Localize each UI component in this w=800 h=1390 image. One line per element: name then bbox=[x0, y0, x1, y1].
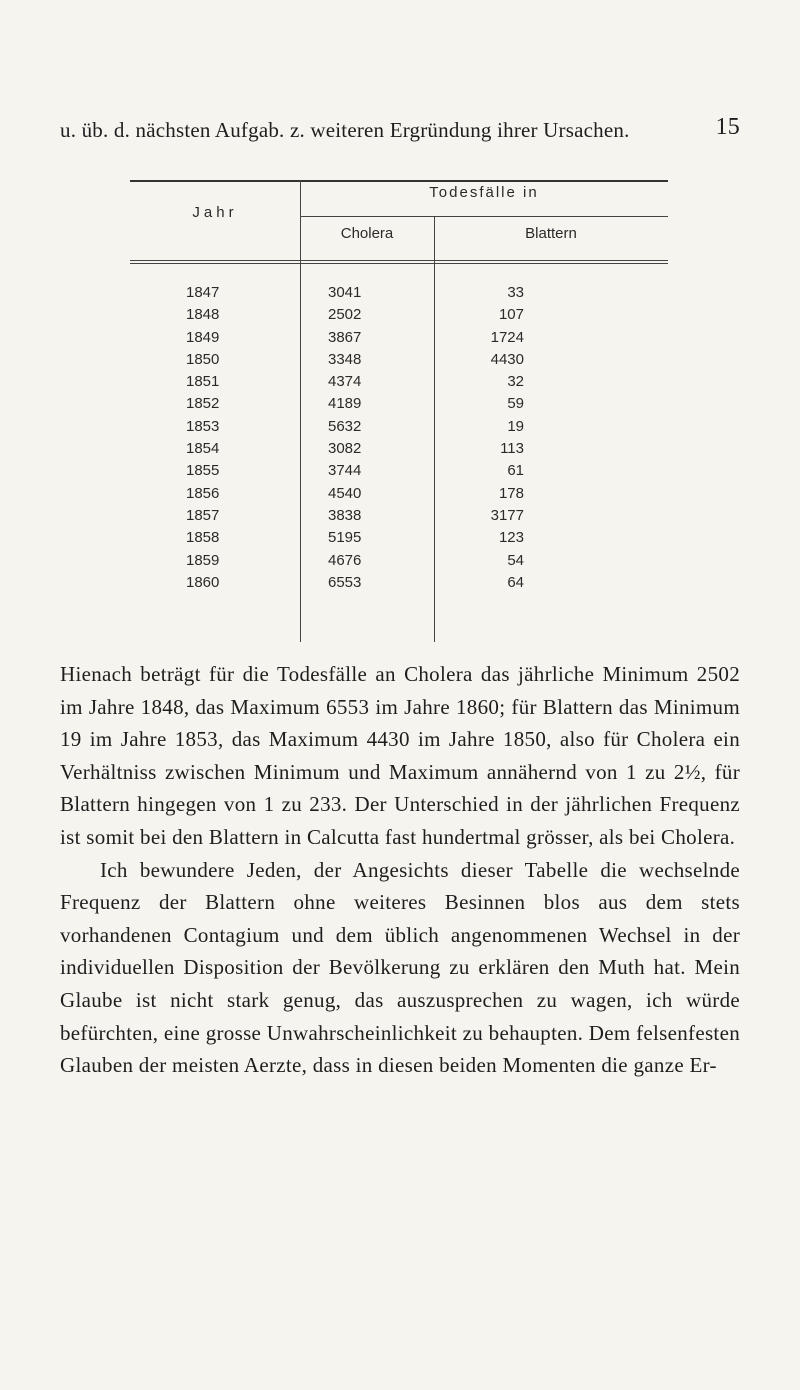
table-row bbox=[130, 284, 668, 306]
table-row bbox=[130, 373, 668, 395]
cell-cholera: 4676 bbox=[328, 551, 362, 569]
cell-year: 1852 bbox=[186, 395, 220, 413]
page-number: 15 bbox=[715, 114, 740, 140]
cell-blattern: 59 bbox=[507, 395, 524, 413]
cell-cholera: 4189 bbox=[328, 395, 362, 413]
cell-year: 1857 bbox=[186, 506, 220, 524]
cell-year: 1850 bbox=[186, 350, 220, 368]
cell-year: 1856 bbox=[186, 484, 220, 502]
paragraph-1: Hienach beträgt für die Todesfälle an Cholera das jährliche Minimum 2502 im Jahre 1848, das Maximum 6553 im Jahre 1860; für Blattern das Minimum 19 im Jahre 1853, das Maximum 4430 im Jahre 1850, also für Cholera ein Verhältniss zwischen Minimum und Maximum annähernd von 1 zu 2½, für Blattern hingegen von 1 zu 233. Der Unterschied in der jährlichen Frequenz ist somit bei den Blattern in Calcutta fast hundertmal grösser, als bei Cholera. bbox=[60, 662, 740, 849]
group-header-rule bbox=[300, 216, 668, 217]
table-row bbox=[130, 485, 668, 507]
cell-cholera: 3838 bbox=[328, 506, 362, 524]
cell-blattern: 3177 bbox=[490, 506, 524, 524]
cell-cholera: 3348 bbox=[328, 350, 362, 368]
cell-year: 1853 bbox=[186, 417, 220, 435]
cell-cholera: 2502 bbox=[328, 306, 362, 324]
header-bottom-rule-2 bbox=[130, 263, 668, 264]
cell-year: 1858 bbox=[186, 529, 220, 547]
cell-cholera: 3041 bbox=[328, 284, 362, 301]
paragraph-2: Ich bewundere Jeden, der Angesichts dieser Tabelle die wechselnde Frequenz der Blattern ohne weiteres Besinnen blos aus dem stets vorhandenen Contagium und dem üblich angenommenen Wechsel in der individuellen Disposition der Bevölkerung zu erklären den Muth hat. Mein Glaube ist nicht stark genug, das auszusprechen zu wagen, ich würde befürchten, eine grosse Unwahrscheinlichkeit zu behaupten. Dem felsenfesten Glauben der meisten Aerzte, dass in diesen beiden Momenten die ganze Er- bbox=[60, 857, 740, 1078]
cell-cholera: 5195 bbox=[328, 529, 362, 547]
header-jahr: Jahr bbox=[192, 204, 238, 221]
table-row bbox=[130, 574, 668, 596]
cell-blattern: 19 bbox=[507, 417, 524, 435]
cell-blattern: 32 bbox=[507, 373, 524, 391]
cell-year: 1847 bbox=[186, 284, 220, 301]
table-row bbox=[130, 529, 668, 551]
table-row bbox=[130, 440, 668, 462]
running-title: u. üb. d. nächsten Aufgab. z. weiteren Ergründung ihrer Ursachen. bbox=[60, 118, 630, 142]
cell-year: 1849 bbox=[186, 328, 220, 346]
cell-cholera: 4540 bbox=[328, 484, 362, 502]
cell-blattern: 61 bbox=[507, 462, 524, 480]
table-body bbox=[130, 284, 668, 596]
cell-blattern: 64 bbox=[507, 573, 524, 591]
table-row bbox=[130, 462, 668, 484]
cell-blattern: 178 bbox=[498, 484, 524, 502]
cell-year: 1855 bbox=[186, 462, 220, 480]
table-top-rule bbox=[130, 180, 668, 182]
cell-blattern: 4430 bbox=[490, 350, 524, 368]
cell-blattern: 123 bbox=[498, 529, 524, 547]
body-text bbox=[60, 658, 740, 1082]
cell-cholera: 3082 bbox=[328, 440, 362, 458]
table-row bbox=[130, 507, 668, 529]
page-header bbox=[60, 114, 740, 143]
table-row bbox=[130, 306, 668, 328]
cell-year: 1851 bbox=[186, 373, 220, 391]
cell-cholera: 3744 bbox=[328, 462, 362, 480]
cell-cholera: 6553 bbox=[328, 573, 362, 591]
header-cholera: Cholera bbox=[340, 225, 394, 242]
header-blattern: Blattern bbox=[525, 225, 577, 242]
header-todesfaelle: Todesfälle in bbox=[429, 184, 539, 201]
cell-year: 1860 bbox=[186, 573, 220, 591]
table-row bbox=[130, 351, 668, 373]
cell-cholera: 5632 bbox=[328, 417, 362, 435]
cell-year: 1854 bbox=[186, 440, 220, 458]
cell-blattern: 107 bbox=[498, 306, 524, 324]
header-bottom-rule bbox=[130, 260, 668, 261]
cell-blattern: 54 bbox=[507, 551, 524, 569]
cell-cholera: 3867 bbox=[328, 328, 362, 346]
cell-blattern: 1724 bbox=[490, 328, 524, 346]
cell-blattern: 113 bbox=[500, 440, 524, 458]
table-row bbox=[130, 395, 668, 417]
cell-year: 1848 bbox=[186, 306, 220, 324]
table-row bbox=[130, 552, 668, 574]
cell-blattern: 33 bbox=[507, 284, 524, 301]
table-row bbox=[130, 329, 668, 351]
cell-year: 1859 bbox=[186, 551, 220, 569]
cell-cholera: 4374 bbox=[328, 373, 362, 391]
table-row bbox=[130, 418, 668, 440]
